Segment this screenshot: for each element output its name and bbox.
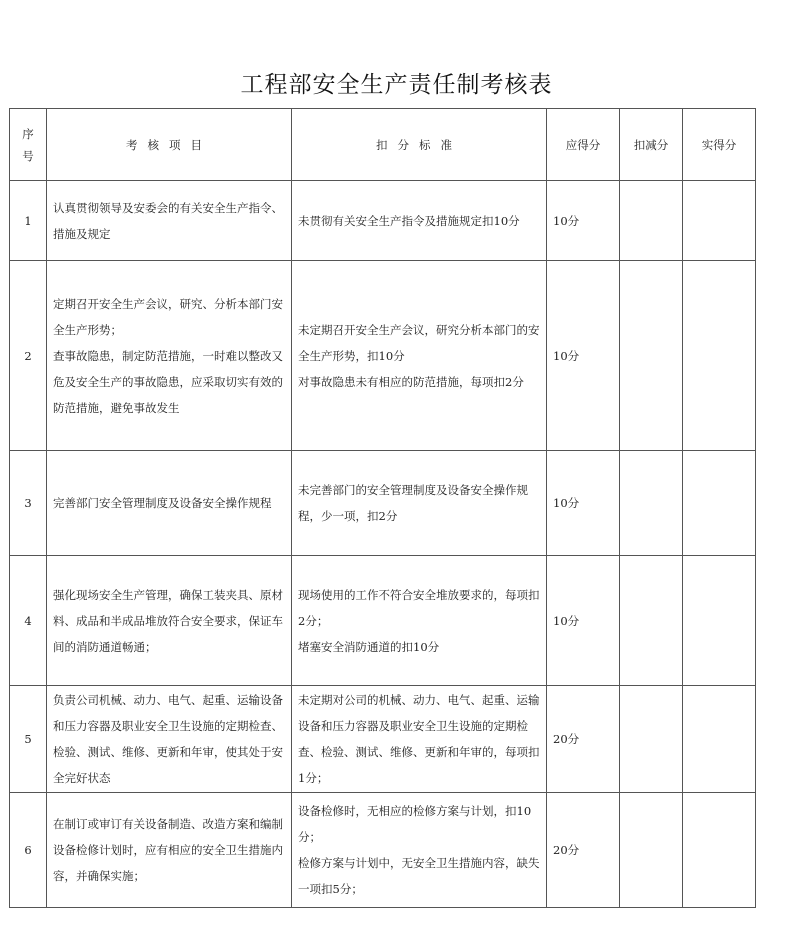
row-number: 3 bbox=[10, 451, 47, 556]
header-row bbox=[10, 109, 756, 181]
header-due-score: 应得分 bbox=[547, 109, 620, 181]
row-due-score: 10分 bbox=[547, 451, 620, 556]
table-row bbox=[10, 181, 756, 261]
row-standard bbox=[292, 451, 547, 556]
header-actual-score: 实得分 bbox=[683, 109, 756, 181]
row-actual-score[interactable] bbox=[683, 686, 756, 793]
row-standard bbox=[292, 686, 547, 793]
item-text: 负责公司机械、动力、电气、起重、运输设备和压力容器及职业安全卫生设施的定期检查、检验、测试、维修、更新和年审，使其处于安全完好状态 bbox=[53, 693, 283, 785]
row-number: 4 bbox=[10, 556, 47, 686]
header-standard: 扣分标准 bbox=[292, 109, 547, 181]
standard-text: 设备检修时，无相应的检修方案与计划，扣10分； bbox=[298, 804, 532, 844]
row-actual-score[interactable] bbox=[683, 556, 756, 686]
standard-text: 未完善部门的安全管理制度及设备安全操作规程，少一项，扣2分 bbox=[298, 483, 528, 523]
standard-text: 未定期对公司的机械、动力、电气、起重、运输设备和压力容器及职业安全卫生设施的定期检查、检验、测试、维修、更新和年审的，每项扣1分； bbox=[298, 693, 540, 785]
table-row bbox=[10, 556, 756, 686]
header-no bbox=[10, 109, 47, 181]
standard-text: 对事故隐患未有相应的防范措施，每项扣2分 bbox=[298, 374, 524, 389]
row-standard bbox=[292, 793, 547, 908]
item-text: 完善部门安全管理制度及设备安全操作规程 bbox=[53, 496, 272, 510]
row-actual-score[interactable] bbox=[683, 181, 756, 261]
table-row bbox=[10, 686, 756, 793]
row-deduct-score[interactable] bbox=[620, 451, 683, 556]
row-number: 1 bbox=[10, 181, 47, 261]
assessment-table bbox=[9, 108, 756, 908]
item-text: 在制订或审订有关设备制造、改造方案和编制设备检修计划时，应有相应的安全卫生措施内容，并确保实施； bbox=[53, 817, 283, 883]
table-row bbox=[10, 793, 756, 908]
row-item bbox=[47, 261, 292, 451]
row-due-score: 20分 bbox=[547, 686, 620, 793]
item-text: 强化现场安全生产管理，确保工装夹具、原材料、成品和半成品堆放符合安全要求，保证车间的消防通道畅通； bbox=[53, 587, 283, 654]
standard-text: 堵塞安全消防通道的扣10分 bbox=[298, 639, 440, 654]
item-text: 查事故隐患，制定防范措施，一时难以整改又危及安全生产的事故隐患，应采取切实有效的防范措施，避免事故发生 bbox=[53, 348, 283, 415]
row-deduct-score[interactable] bbox=[620, 686, 683, 793]
item-text: 定期召开安全生产会议，研究、分析本部门安全生产形势； bbox=[53, 296, 283, 337]
standard-text: 未定期召开安全生产会议，研究分析本部门的安全生产形势，扣10分 bbox=[298, 322, 540, 363]
row-actual-score[interactable] bbox=[683, 451, 756, 556]
row-deduct-score[interactable] bbox=[620, 261, 683, 451]
row-due-score: 10分 bbox=[547, 556, 620, 686]
row-standard bbox=[292, 556, 547, 686]
row-number: 6 bbox=[10, 793, 47, 908]
standard-text: 检修方案与计划中，无安全卫生措施内容，缺失一项扣5分； bbox=[298, 856, 540, 896]
row-standard bbox=[292, 261, 547, 451]
row-actual-score[interactable] bbox=[683, 793, 756, 908]
row-item bbox=[47, 181, 292, 261]
row-actual-score[interactable] bbox=[683, 261, 756, 451]
table-row bbox=[10, 451, 756, 556]
row-due-score: 10分 bbox=[547, 181, 620, 261]
row-number: 5 bbox=[10, 686, 47, 793]
row-item bbox=[47, 451, 292, 556]
row-item bbox=[47, 793, 292, 908]
row-number: 2 bbox=[10, 261, 47, 451]
standard-text: 现场使用的工作不符合安全堆放要求的，每项扣2分； bbox=[298, 587, 540, 628]
header-deduct-score: 扣减分 bbox=[620, 109, 683, 181]
row-due-score: 10分 bbox=[547, 261, 620, 451]
standard-text: 未贯彻有关安全生产指令及措施规定扣10分 bbox=[298, 213, 520, 228]
item-text: 认真贯彻领导及安委会的有关安全生产指令、措施及规定 bbox=[53, 200, 283, 241]
row-deduct-score[interactable] bbox=[620, 181, 683, 261]
header-no-top: 序 bbox=[22, 126, 34, 141]
row-deduct-score[interactable] bbox=[620, 793, 683, 908]
header-item: 考核项目 bbox=[47, 109, 292, 181]
row-item bbox=[47, 686, 292, 793]
table-row bbox=[10, 261, 756, 451]
row-deduct-score[interactable] bbox=[620, 556, 683, 686]
page-title: 工程部安全生产责任制考核表 bbox=[240, 72, 553, 98]
row-due-score: 20分 bbox=[547, 793, 620, 908]
header-no-bottom: 号 bbox=[22, 148, 34, 163]
row-item bbox=[47, 556, 292, 686]
row-standard bbox=[292, 181, 547, 261]
